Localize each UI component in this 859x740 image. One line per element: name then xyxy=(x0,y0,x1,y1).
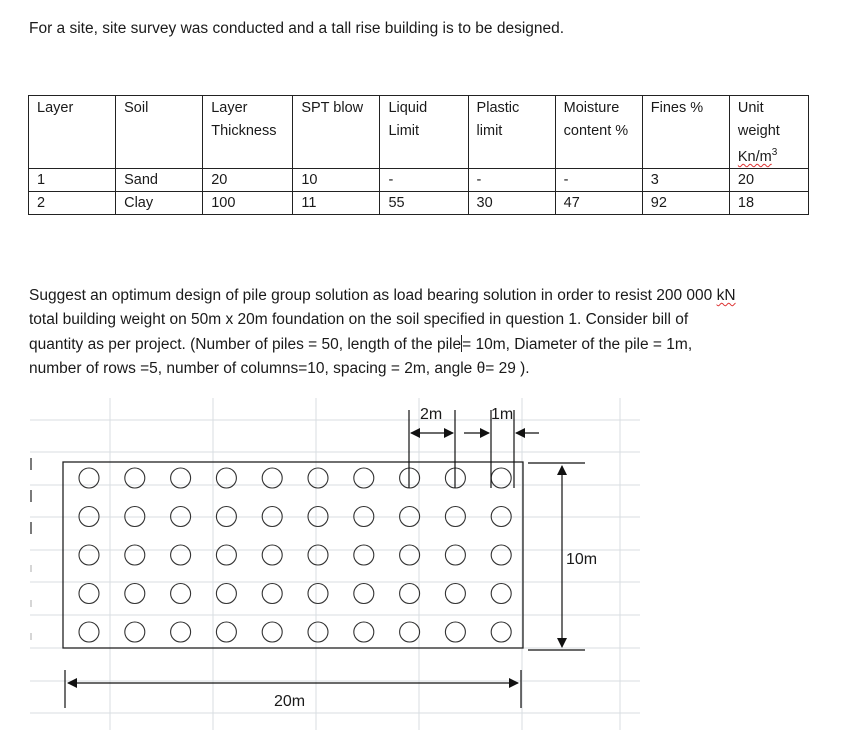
pile-circle xyxy=(79,622,99,642)
pile-circle xyxy=(125,545,145,565)
table-cell: 30 xyxy=(468,192,555,215)
dimension-lines xyxy=(65,410,585,708)
header-unit-weight-exponent: 3 xyxy=(771,147,778,158)
table-cell: 92 xyxy=(642,192,729,215)
pile-circle xyxy=(354,545,374,565)
table-cell: 20 xyxy=(203,169,293,192)
pile-circle xyxy=(171,545,191,565)
header-spt-blow: SPT blow xyxy=(293,96,380,169)
table-cell: 47 xyxy=(555,192,642,215)
table-cell: 3 xyxy=(642,169,729,192)
header-liquid-limit: Liquid Limit xyxy=(380,96,468,169)
question-line1-unit: kN xyxy=(716,287,736,304)
pile-circle xyxy=(354,584,374,604)
question-line xyxy=(29,284,819,308)
table-cell: 2 xyxy=(29,192,116,215)
header-layer: Layer xyxy=(29,96,116,169)
question-paragraph xyxy=(29,284,819,382)
table-cell: - xyxy=(468,169,555,192)
table-cell: - xyxy=(555,169,642,192)
pile-circle xyxy=(216,584,236,604)
pile-circle xyxy=(400,545,420,565)
pile-circle xyxy=(125,584,145,604)
pile-circle xyxy=(308,622,328,642)
pile-circle xyxy=(491,584,511,604)
pile-circle xyxy=(262,622,282,642)
pile-circle xyxy=(216,545,236,565)
pile-circle xyxy=(445,584,465,604)
table-row xyxy=(29,169,809,192)
table-cell: 55 xyxy=(380,192,468,215)
pile-circle xyxy=(354,622,374,642)
edge-distance-label: 1m xyxy=(491,406,514,423)
table-cell: 10 xyxy=(293,169,380,192)
pile-group-diagram xyxy=(0,390,859,740)
table-cell: Sand xyxy=(116,169,203,192)
table-cell: 11 xyxy=(293,192,380,215)
question-line1-text: Suggest an optimum design of pile group solution as load bearing solution in order to resist 200 000 xyxy=(29,287,717,304)
pile-circle xyxy=(445,622,465,642)
pile-circle xyxy=(262,584,282,604)
width-label: 20m xyxy=(274,693,306,710)
header-unit-weight-word1: Unit xyxy=(737,100,764,116)
pile-circle xyxy=(445,545,465,565)
header-fines: Fines % xyxy=(642,96,729,169)
table-cell: - xyxy=(380,169,468,192)
table-cell: Clay xyxy=(116,192,203,215)
pile-circle xyxy=(400,622,420,642)
pile-circle xyxy=(308,584,328,604)
table-row xyxy=(29,192,809,215)
table-header-row xyxy=(29,96,809,169)
pile-circle xyxy=(125,622,145,642)
pile-circle xyxy=(491,545,511,565)
spacing-label: 2m xyxy=(420,406,443,423)
background-grid xyxy=(30,398,640,730)
pile-circle xyxy=(308,545,328,565)
question-line: total building weight on 50m x 20m foundation on the soil specified in question 1. Consider bill of xyxy=(29,311,689,329)
pile-circle xyxy=(216,622,236,642)
question-line xyxy=(29,333,819,357)
question-line3-part-b: = 10m, Diameter of the pile = 1m, xyxy=(462,335,693,353)
pile-cap-outline xyxy=(63,462,523,648)
height-label: 10m xyxy=(566,551,598,568)
pile-circle xyxy=(79,545,99,565)
pile-circle xyxy=(262,545,282,565)
header-unit-weight xyxy=(729,96,808,169)
question-line: number of rows =5, number of columns=10, spacing = 2m, angle θ= 29 ). xyxy=(29,360,530,378)
table-cell: 20 xyxy=(729,169,808,192)
header-soil: Soil xyxy=(116,96,203,169)
pile-circle xyxy=(491,622,511,642)
pile-circle xyxy=(171,584,191,604)
pile-circle xyxy=(79,584,99,604)
header-unit-weight-word2: weight xyxy=(737,122,780,139)
pile-array xyxy=(79,468,511,642)
pile-circle xyxy=(400,584,420,604)
pile-circle xyxy=(171,622,191,642)
header-layer-thickness: Layer Thickness xyxy=(203,96,293,169)
header-moisture-content: Moisture content % xyxy=(555,96,642,169)
intro-text: For a site, site survey was conducted and a tall rise building is to be designed. xyxy=(29,20,565,37)
question-line3-part-a: quantity as per project. (Number of piles = 50, length of the pile xyxy=(29,335,462,353)
table-cell: 18 xyxy=(729,192,808,215)
header-plastic-limit: Plastic limit xyxy=(468,96,555,169)
header-unit-weight-unit: Kn/m xyxy=(737,148,772,165)
table-cell: 1 xyxy=(29,169,116,192)
soil-properties-table xyxy=(28,95,809,215)
table-cell: 100 xyxy=(203,192,293,215)
